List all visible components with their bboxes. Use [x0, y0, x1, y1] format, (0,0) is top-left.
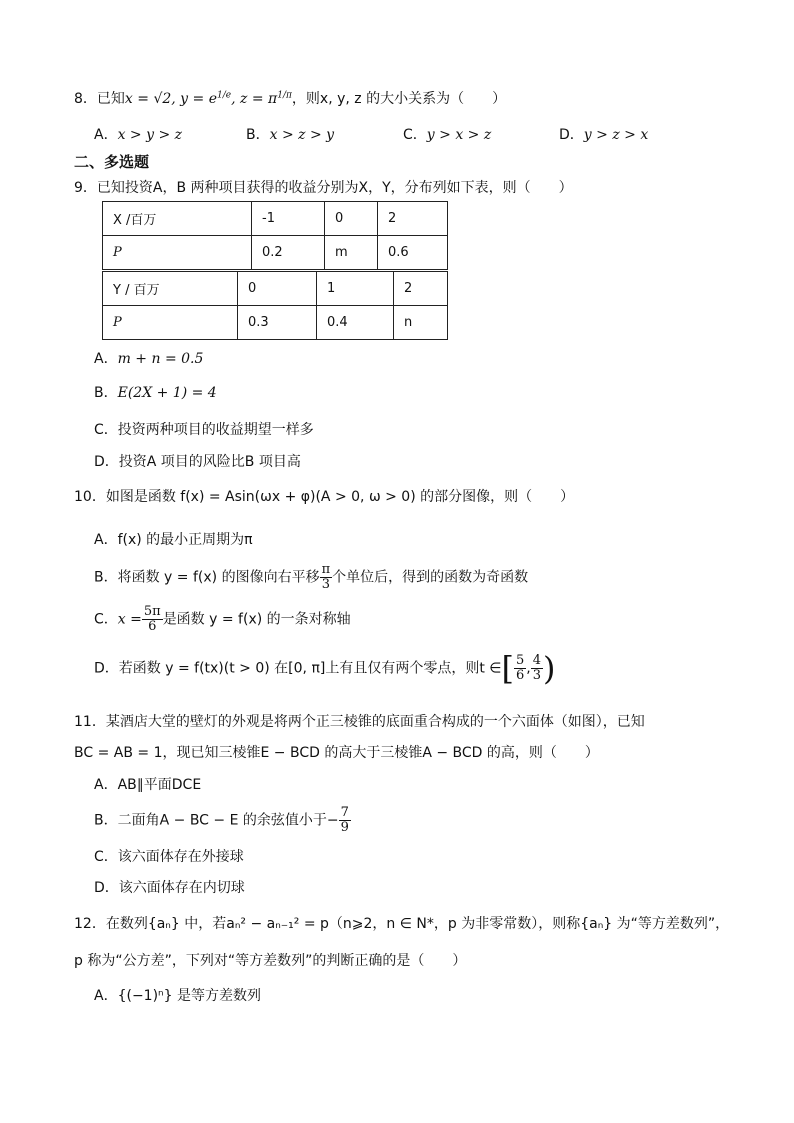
q12-stem-line2: p 称为“公方差”，下列对“等方差数列”的判断正确的是（ ） [74, 953, 467, 969]
q9-stem: 9．已知投资A，B 两种项目获得的收益分别为X，Y，分布列如下表，则（ ） [74, 180, 573, 196]
q10-option-b: B．将函数 y = f(x) 的图像向右平移 $\frac{\pi}{3}$ 个单位后，得到的函数为奇函数 [94, 562, 529, 592]
table-cell: 1 [317, 272, 394, 306]
q9-table-x [102, 201, 448, 270]
fraction: $\frac{\pi}{3}$ [321, 562, 331, 592]
q8-option-a: A．x > y > z [94, 127, 183, 143]
q12-option-a: A．{(−1)ⁿ} 是等方差数列 [94, 988, 261, 1004]
table-cell: P [103, 236, 252, 270]
fraction: $\frac{4}{3}$ [532, 653, 541, 683]
q9-option-a: A．m + n = 0.5 [94, 351, 204, 367]
q8-option-d: D．y > z > x [559, 127, 649, 143]
table-cell: 0.4 [317, 306, 394, 340]
q8-stem: 8．已知x = √2, $y = e^{1/e}$, $z = \pi^{1/\pi}$，则x, y, z 的大小关系为（ ） [74, 90, 507, 107]
table-cell: 0.3 [238, 306, 317, 340]
fraction: $\frac{5}{6}$ [515, 653, 525, 683]
table-cell: 0.2 [252, 236, 325, 270]
q10-option-d: D．若函数 y = f(tx)(t > 0) 在[0, π]上有且仅有两个零点，则t ∈[ $\frac{5}{6}$ , $\frac{4}{3}$ ) [94, 649, 556, 688]
table-cell: -1 [252, 202, 325, 236]
table-cell: Y / 百万 [103, 272, 238, 306]
fraction: $\frac{5\pi}{6}$ [143, 604, 161, 634]
table-cell: 2 [378, 202, 448, 236]
q8-option-c: C．y > x > z [403, 127, 492, 143]
q11-stem-line2: BC = AB = 1，现已知三棱锥E − BCD 的高大于三棱锥A − BCD 的高，则（ ） [74, 745, 599, 761]
q9-option-c: C．投资两种项目的收益期望一样多 [94, 422, 314, 438]
table-cell: 0.6 [378, 236, 448, 270]
table-cell: n [394, 306, 448, 340]
table-cell: m [325, 236, 378, 270]
table-cell: X /百万 [103, 202, 252, 236]
q9-option-b: B．E(2X + 1) = 4 [94, 385, 217, 401]
fraction: $\frac{7}{9}$ [340, 805, 349, 835]
q10-stem: 10．如图是函数 f(x) = Asin(ωx + φ)(A > 0, ω > 0) 的部分图像，则（ ） [74, 489, 575, 505]
table-cell: 2 [394, 272, 448, 306]
q10-option-c: C．x = $\frac{5\pi}{6}$ 是函数 y = f(x) 的一条对称轴 [94, 604, 351, 634]
q10-option-a: A．f(x) 的最小正周期为π [94, 532, 253, 548]
q11-stem-line1: 11．某酒店大堂的壁灯的外观是将两个正三棱锥的底面重合构成的一个六面体（如图），已知 [74, 714, 645, 730]
q11-option-b: B．二面角A − BC − E 的余弦值小于− $\frac{7}{9}$ [94, 805, 349, 835]
q8-expr: x = √2, $y = e^{1/e}$, $z = \pi^{1/\pi}$ [124, 90, 292, 107]
table-row [103, 202, 448, 236]
q9-option-d: D．投资A 项目的风险比B 项目高 [94, 454, 301, 470]
q11-option-c: C．该六面体存在外接球 [94, 849, 244, 865]
q8-option-b: B．x > z > y [246, 127, 335, 143]
table-cell: 0 [325, 202, 378, 236]
table-row [103, 306, 448, 340]
table-cell: 0 [238, 272, 317, 306]
table-row [103, 236, 448, 270]
q9-table-y [102, 271, 448, 340]
table-cell: P [103, 306, 238, 340]
q11-option-a: A．AB∥平面DCE [94, 777, 202, 793]
table-row [103, 272, 448, 306]
q12-stem-line1: 12．在数列{aₙ} 中，若aₙ² − aₙ₋₁² = p（n⩾2，n ∈ N*，p 为非零常数），则称{aₙ} 为“等方差数列”， [74, 916, 730, 932]
q11-option-d: D．该六面体存在内切球 [94, 880, 245, 896]
section-title: 二、多选题 [74, 153, 150, 171]
